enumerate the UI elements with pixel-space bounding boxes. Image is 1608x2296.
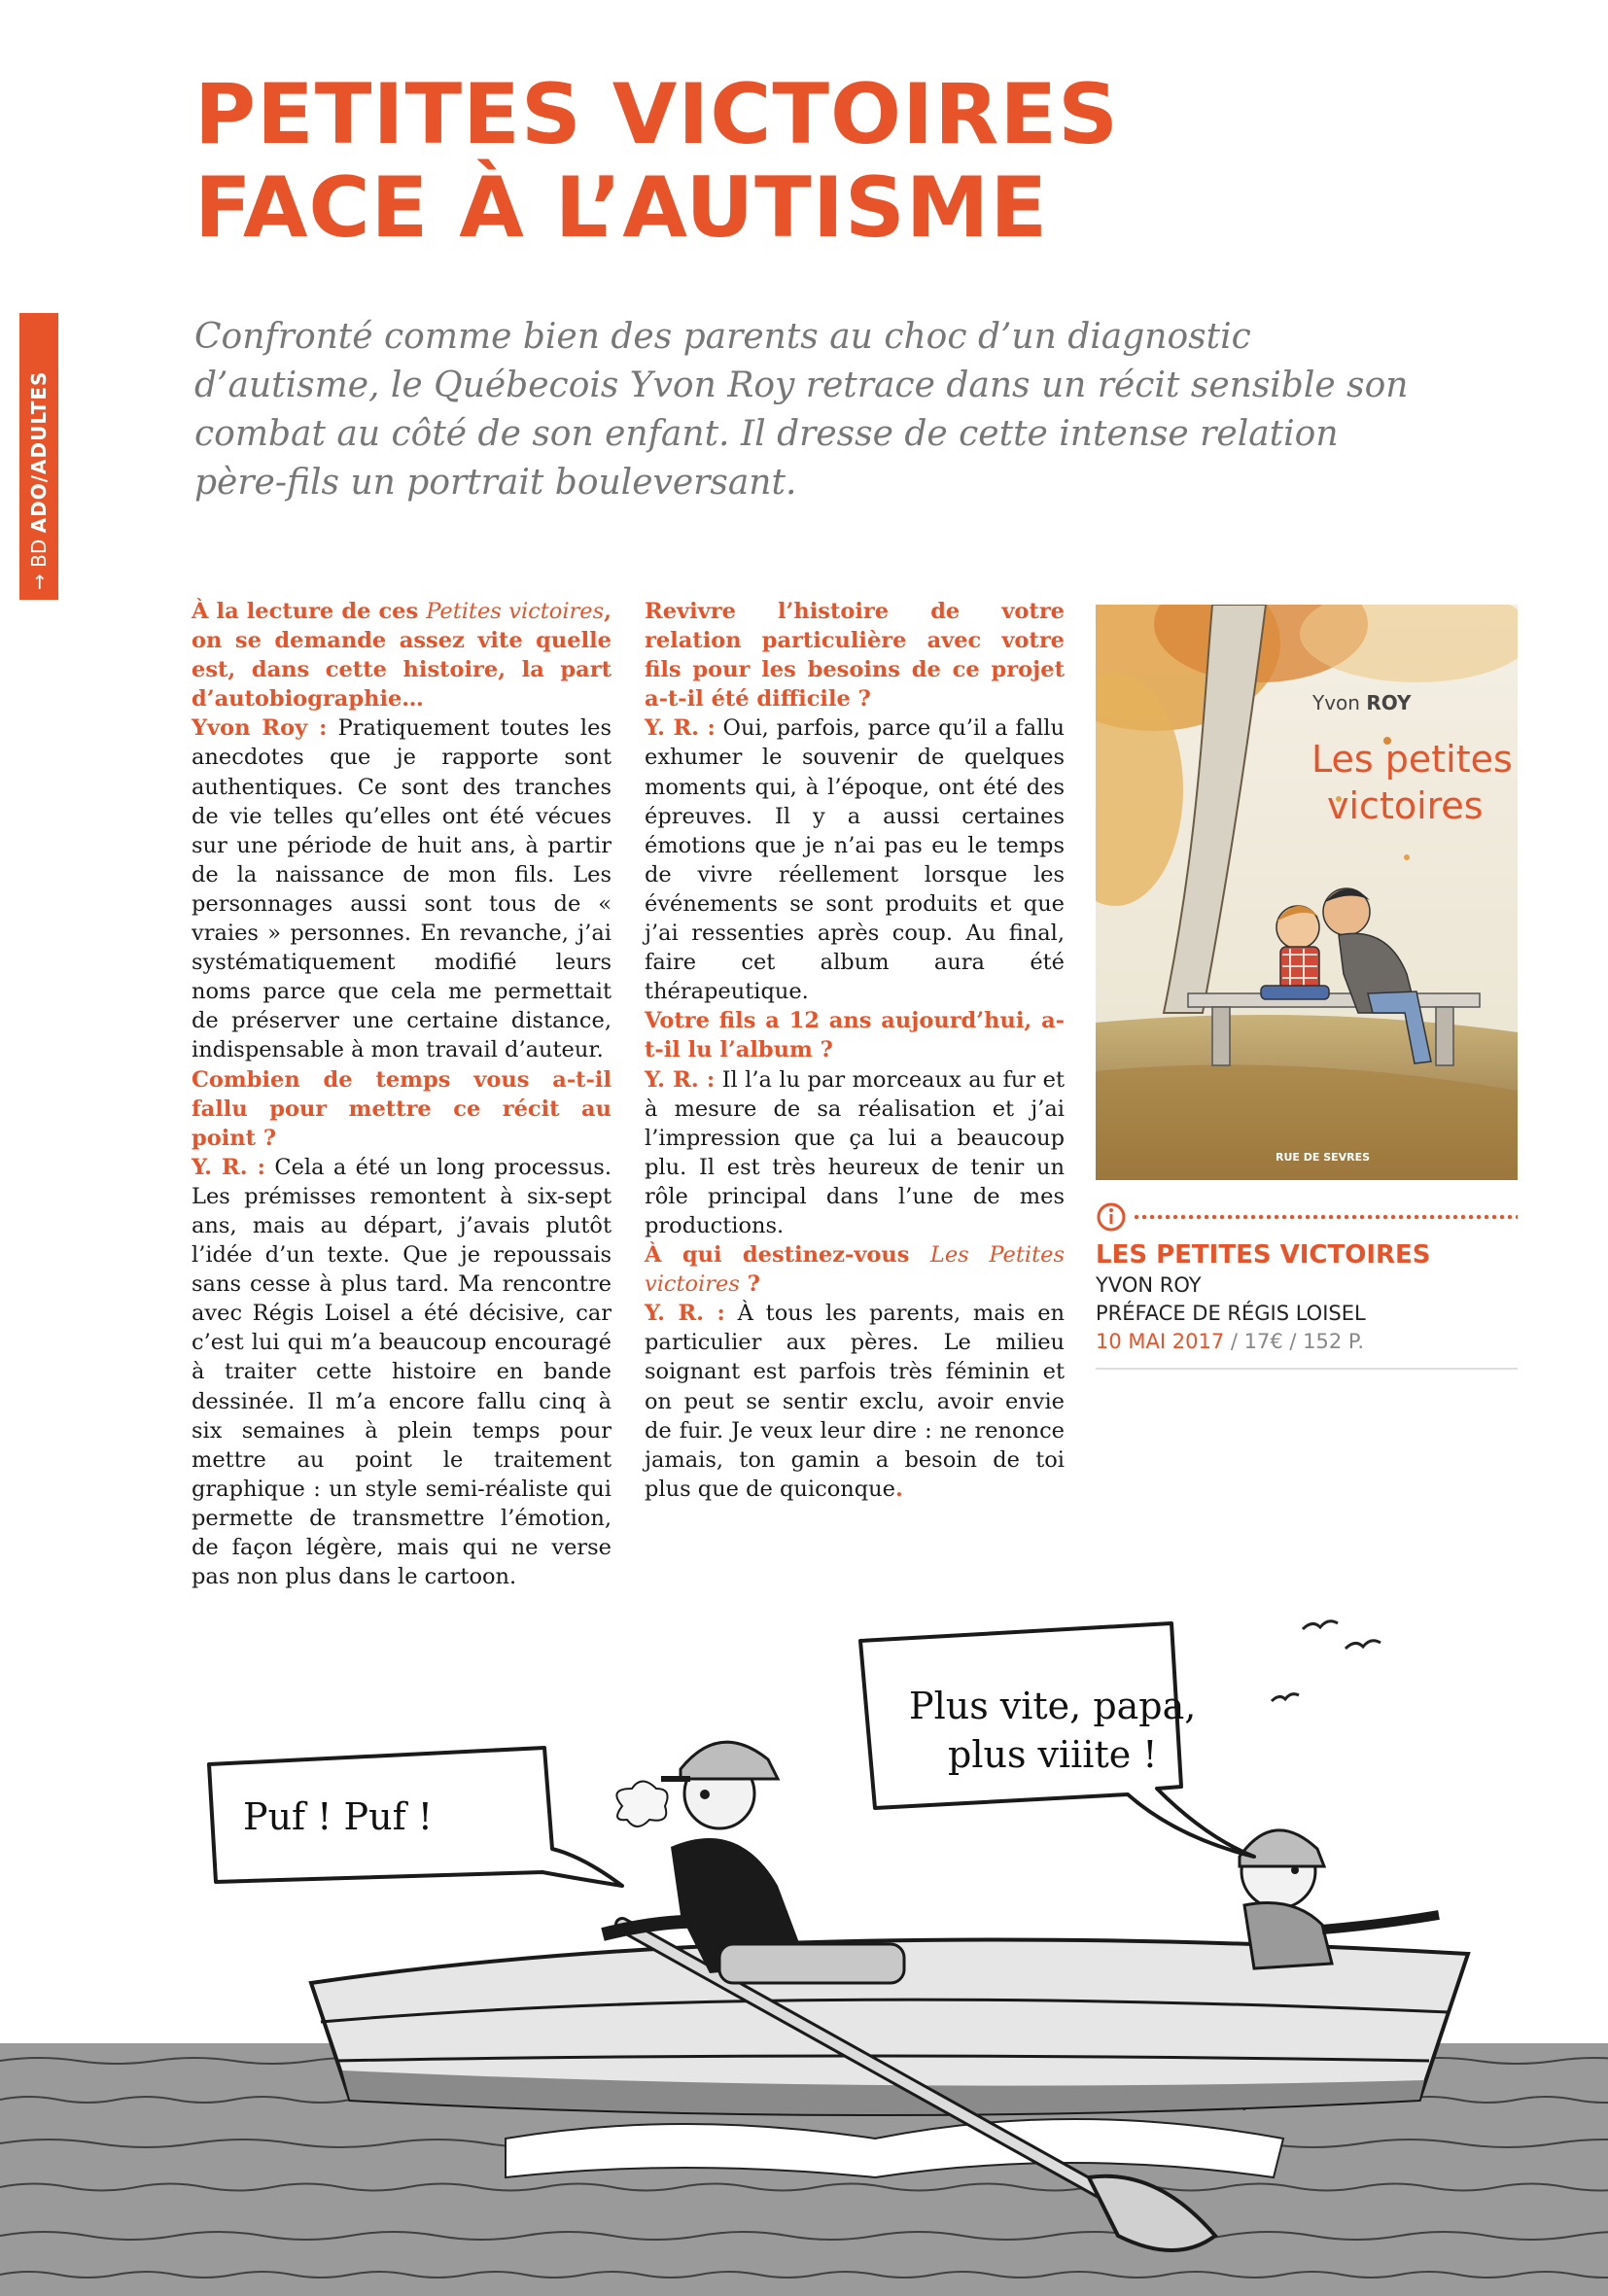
article-column-2 [645,597,1065,1504]
book-cover [1096,605,1518,1180]
book-author: YVON ROY [1096,1273,1202,1297]
page-title [194,68,1458,255]
question-5: À qui destinez-vous Les Petites victoires ? [645,1242,1065,1298]
speech-bubble-boy [860,1623,1254,1857]
section-tab [19,313,58,600]
intro-text: Confronté comme bien des parents au choc d’un diagnostic d’autisme, le Québecois Yvon Roy retrace dans un récit sensible son combat au côté de son enfant. Il dresse de cette intense relation père-fils un portrait bouleversant. [194,317,1409,503]
section-prefix: BD [27,539,51,568]
cover-publisher: RUE DE SEVRES [1276,1151,1371,1164]
cover-author: Yvon ROY [1312,691,1412,714]
title-line-2: FACE À L’AUTISME [194,159,1049,257]
info-icon [1096,1201,1127,1233]
book-date: 10 MAI 2017 [1096,1330,1225,1353]
book-meta: 10 MAI 2017 / 17€ / 152 P. [1096,1330,1364,1353]
section-arrow-icon: → [27,574,51,590]
section-tab-text [19,313,58,600]
answer-3: Y. R. : Oui, parfois, parce qu’il a fallu exhumer le souvenir de quelques moments qui, à l’époque, ont été des épreuves. Il y a aussi certaines émotions que je n’ai pas eu le temps de vivre réellement lorsque les événements se sont produits et que j’ai ressenties après coup. Au final, faire cet album aura été thérapeutique. [645,715,1065,1005]
book-preface: PRÉFACE DE RÉGIS LOISEL [1096,1302,1366,1325]
section-label: ADO/ADULTES [27,370,51,534]
answer-4: Y. R. : Il l’a lu par morceaux au fur et à mesure de sa réalisation et j’ai l’impression que ça lui a beaucoup plu. Il est très heureux de tenir un rôle principal dans l’une de mes productions. [645,1066,1065,1238]
bubble-father-text: Puf ! Puf ! [243,1795,433,1838]
info-rule [1096,1368,1518,1370]
cover-title-line-1: Les petites [1311,738,1513,781]
book-pages: 152 P. [1303,1330,1364,1353]
question-2: Combien de temps vous a-t-il fallu pour mettre ce récit au point ? [192,1066,612,1151]
book-title: LES PETITES VICTOIRES [1096,1240,1431,1270]
question-3: Revivre l’histoire de votre relation particulière avec votre fils pour les besoins de ce projet a-t-il été difficile ? [645,599,1065,713]
answer-1: Yvon Roy : Pratiquement toutes les anecdotes que je rapporte sont authentiques. Ce sont des tranches de vie telles qu’elles ont été vécues sur une période de huit ans, à partir de la naissance de mon fils. Les personnages aussi sont tous de « vraies » personnes. En revanche, j’ai systématiquement modifié leurs noms parce que cela me permettait de préserver une certaine distance, indispensable à mon travail d’auteur. [192,715,612,1063]
breath-puff [616,1782,667,1827]
speech-bubble-father [209,1748,622,1886]
birds [1272,1621,1381,1701]
dotted-separator [1133,1214,1518,1220]
title-line-1: PETITES VICTOIRES [194,66,1120,163]
question-1: À la lecture de ces Petites victoires, on se demande assez vite quelle est, dans cette histoire, la part d’autobiographie… [192,599,612,713]
bubble-boy-text-1: Plus vite, papa, [909,1685,1197,1727]
article-column-1 [192,597,612,1591]
illustration-rowing [0,1594,1608,2296]
answer-5: Y. R. : À tous les parents, mais en particulier aux pères. Le milieu soignant est parfois très féminin et on peut se sentir exclu, avoir envie de fuir. Je veux leur dire : ne renonce jamais, ton gamin a besoin de toi plus que de quiconque. [645,1301,1066,1502]
answer-2: Y. R. : Cela a été un long processus. Les prémisses remontent à six-sept ans, mais au départ, j’avais plutôt l’idée d’un texte. Que je repoussais sans cesse à plus tard. Ma rencontre avec Régis Loisel a été décisive, car c’est lui qui m’a beaucoup encouragé à traiter cette histoire en bande dessinée. Il m’a encore fallu cinq à six semaines à plein temps pour mettre au point le traitement graphique : un style semi-réaliste qui permette de transmettre l’émotion, de façon légère, mais qui ne verse pas non plus dans le cartoon. [192,1154,612,1590]
book-price: 17€ [1243,1330,1283,1353]
question-4: Votre fils a 12 ans aujourd’hui, a-t-il lu l’album ? [645,1008,1065,1063]
cover-title-line-2: victoires [1327,784,1484,827]
book-info [1096,1201,1518,1370]
info-header [1096,1201,1518,1233]
bubble-boy-text-2: plus viiite ! [948,1733,1158,1776]
